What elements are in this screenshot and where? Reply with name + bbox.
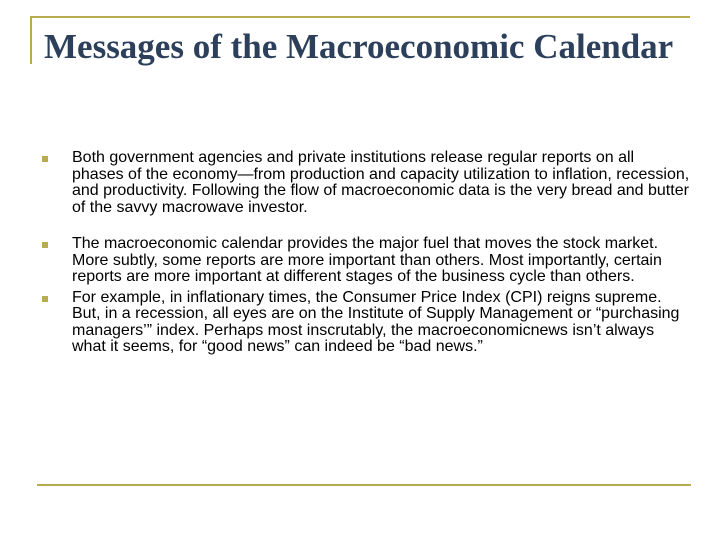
bullet-item bbox=[40, 236, 690, 286]
square-bullet-icon bbox=[42, 296, 48, 302]
bullet-item bbox=[40, 290, 690, 356]
bottom-rule bbox=[37, 484, 691, 486]
bullet-text: The macroeconomic calendar provides the major fuel that moves the stock market. More subtly, some reports are more important than others. Most importantly, certain reports are more important at different stages of the business cycle than others. bbox=[72, 235, 662, 285]
slide-title: Messages of the Macroeconomic Calendar bbox=[44, 27, 674, 66]
bullet-list bbox=[40, 150, 690, 356]
bullet-text: Both government agencies and private institutions release regular reports on all phases of the economy—from production and capacity utilization to inflation, recession, and productivity. Following the flow of macroeconomic data is the very bread and butter of the savvy macrowave investor. bbox=[72, 149, 690, 216]
square-bullet-icon bbox=[42, 156, 48, 162]
top-rule bbox=[30, 16, 690, 18]
bullet-item bbox=[40, 150, 690, 216]
left-rule bbox=[30, 16, 32, 64]
bullet-text: For example, in inflationary times, the Consumer Price Index (CPI) reigns supreme. But, in a recession, all eyes are on the Institute of Supply Management or “purchasing managers’” index. Perhaps most inscrutably, the macroeconomicnews isn’t always what it seems, for “good news” can indeed be “bad news.” bbox=[72, 288, 680, 355]
square-bullet-icon bbox=[42, 242, 48, 248]
